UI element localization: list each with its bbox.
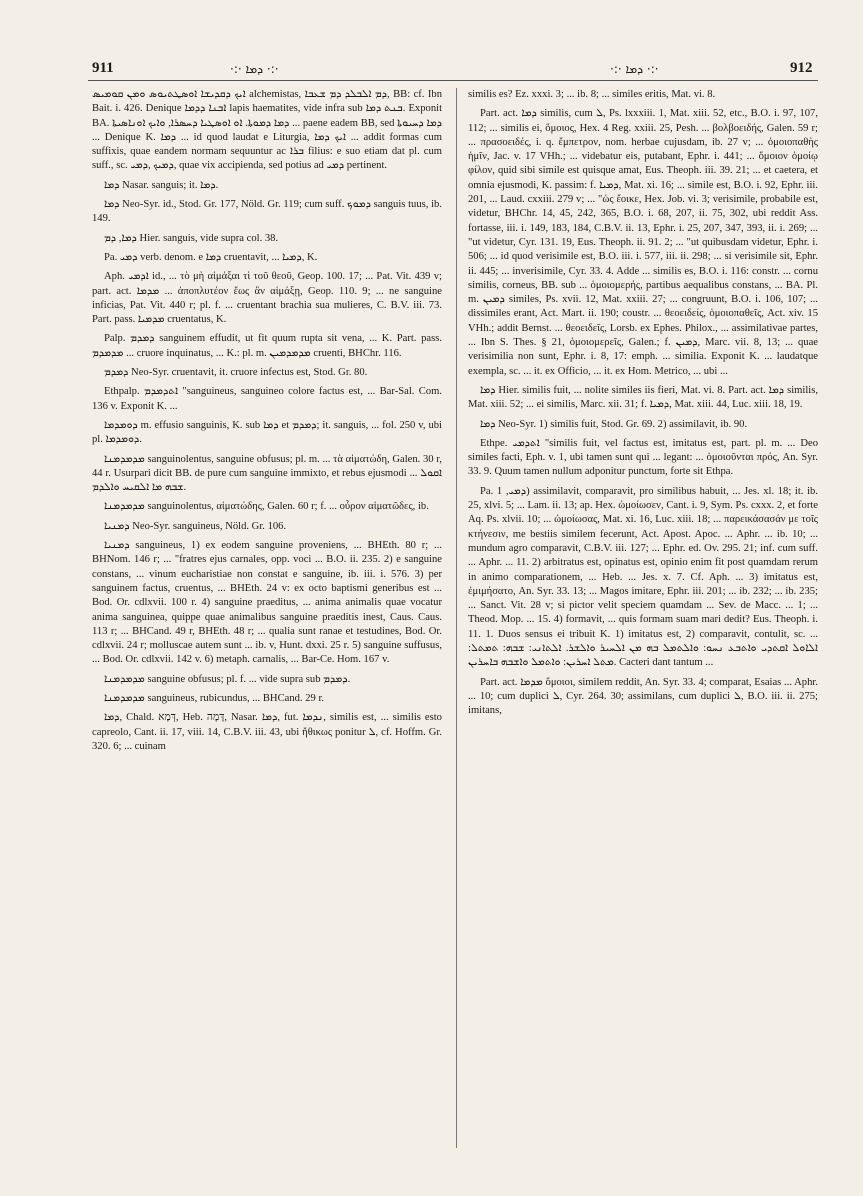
page-header xyxy=(0,0,863,76)
running-title-right: ·:· ܕܡܐ ·:· xyxy=(610,62,659,76)
entry: Ethpalp. ܐܬܕܡܕܡ "sanguineus, sanguineo colore factus est, ... Bar-Sal. Com. 136 v. Exponit K. ... xyxy=(92,386,442,412)
entry: Pa. ܕܡܝ verb. denom. e ܕܡܐ cruentavit, ... ܕܡܝܐ, K. xyxy=(104,251,318,263)
entry: ܕܡܕܡ Neo-Syr. cruentavit, it. cruore infectus est, Stod. Gr. 80. xyxy=(104,367,368,379)
right-column xyxy=(468,88,818,1158)
entry: Palp. ܕܡܕܡ sanguinem effudit, ut fit quum rupta sit vena, ... K. Part. pass. ܡܕܡܕܡ ... cruore inquinatus, ... K.: pl. m. ܡܕܡܕܡܝܢ cruenti, BHChr. 116. xyxy=(92,333,442,359)
entry: ܡܕܡܕܡܢܐ sanguineus, rubicundus, ... BHCand. 29 r. xyxy=(104,692,325,704)
entry: Part. act. ܡܕܡܐ ὅμοιοι, similem reddit, An. Syr. 33. 4; comparat, Esaias ... Aphr. ... 10; cum duplici ܠ, Cyr. 264. 30; assimilans, cum duplici ܠ, B.O. iii. ii. 275; imitans, xyxy=(468,676,818,717)
entry: ܕܡܐ Hier. similis fuit, ... nolite similes iis fieri, Mat. vi. 8. Part. act. ܕܡܐ similis, Mat. xiii. 52; ... ei similis, Marc. xii. 31; f. ܕܡܝܐ, Mat. xiii. 44, Luc. xiii. 18, 19. xyxy=(468,384,818,411)
entry: ܡܕܡܕܡܢܐ sanguinolentus, sanguine obfusus; pl. m. ... τὰ αἱματώδη, Galen. 30 r, 44 r. Usurpari dicit BB. de pure cum sanguine immixto, et rebus ejusmodi ... ܐܩܘܠ ܫܒܗ ܡܐ ܐܠܩܝܚ ܘܐܠܕܡ. xyxy=(92,453,442,494)
entry: Ethpe. ܐܬܕܡܝ "similis fuit, vel factus est, imitatus est, part. pl. m. ... Deo similes facti, Eph. v. 1, ubi tamen sunt qui ... legant: ... ὁμοιοῦνται πρός, An. Syr. 33. 9. Quum tamen nullum adponitur punctum, forte sit Ethpa. xyxy=(468,437,818,478)
entry: ܕܘܡܕܡܐ m. effusio sanguinis, K. sub ܕܡܐ et ܕܡܕܡ; it. sanguis, ... fol. 250 v, ubi pl. ܕܘܡܕܡܐ. xyxy=(92,419,442,446)
entry: ܕܡܢܝܐ Neo-Syr. sanguineus, Nöld. Gr. 106. xyxy=(104,520,287,532)
left-page-number: 911 xyxy=(92,60,114,76)
entry: similis es? Ez. xxxi. 3; ... ib. 8; ... similes eritis, Mat. vi. 8. xyxy=(468,89,716,100)
entry: Aph. ܐܕܡܝ id., ... τὸ μὴ αἱμάξαι τὶ τοῦ θεοῦ, Geop. 100. 17; ... Pat. Vit. 439 v; part. act. ܡܕܡܐ ... ἀποπλυτέον ἕως ἂν αἱμάξῃ, Geop. 110. 9; ... ne sanguine inficias, Pat. Vit. 440 r; pl. f. ... cruentant brachia sua mulieres, C. B.V. iii. 73. Part. pass. ܡܕܡܝܐ cruentatus, K. xyxy=(92,271,442,326)
entry: ܕܡܐ Nasar. sanguis; it. ܕܡܐ. xyxy=(104,179,219,191)
left-column xyxy=(92,88,442,1158)
header-rule xyxy=(88,80,818,81)
entry: ܡܕܡܕܡܢܐ sanguinolentus, αἱματώδης, Galen. 60 r; f. ... οὖρον αἱματῶδες, ib. xyxy=(104,501,429,513)
entry: ܕܡܐ Neo-Syr. id., Stod. Gr. 177, Nöld. Gr. 119; cum suff. ܕܡܘܟ sanguis tuus, ib. 149. xyxy=(92,199,442,225)
entry: ܐܝܟ ܕܩܕܝܫܐ ܐܘܣܛܬܝܘܣ ܘܡܢ ܩܘܡܝܣ alchemistas, ܕܡ ܐܠܒܠܕ ܕܡ ܫܥܒܐ, BB: cf. Ibn Bait. i. 426. Denique ܐܒܢܐ ܕܕܡܐ lapis haematites, vide infra sub ܒܢܬ ܕܡܐ. Exponit BA. ܕܡܐ ܕܡܘܬܐ. ܐܘ ܐܘܣܛܝܐ ܕܚܣܪܐ, ܘܐܝܟ ܐܘܢܐܣܝܬܐ ... paene eadem BB, sed ܕܡܐ ܕܚܝܘܬܐ ... Denique K. ܕܡܐ ... id quod laudat e Liturgia, ܐܝܟ ܕܡܐ ... addit formas cum suffixis, quae eandem normam sequuntur ac ܒܪܐ filius: e suo etiam dat pl. cum suff., sc. ܕܡܝܟ ,ܕܡܝ, quae vix accipienda, sed potius ad ܕܡܝ pertinent. xyxy=(92,89,442,172)
entry: ܕܡܐ Neo-Syr. 1) similis fuit, Stod. Gr. 69. 2) assimilavit, ib. 90. xyxy=(480,418,748,430)
entry: Pa. ܕܡܝ, 1) assimilavit, comparavit, pro similibus habuit, ... Jes. xl. 18; it. ib. 25, xlvi. 5; ... Lam. ii. 13; ap. Hex. ὡμοίωσεν, Cant. i. 9, Sym. Ps. cxxx. 2, et forte Aq. Ps. xlvii. 10; ... ὡμοίωσας, Mat. xi. 16, Luc. xiii. 18; ... παρεικάσασάν με τοῖς κτήνεσιν, me bestiis similem fecerunt, Act. Apost. Apoc. ... Aphr. ... ib. 10; ... mundum agro comparavit, C.B.V. iii. 127; ... Ephr. ed. Ov. 295. 21; inf. cum suff. ... Aphr. ... 11. 2) arbitratus est, opinatus est, opinio enim fit post quamdam rerum in animo comparationem, ... Heb. ... Jes. x. 7. Cf. Aph. ... 3) imitatus est, ἐμιμήσατο, An. Syr. 33. 13; ... Magos imitare, Ephr. iii. 201; ... ib. 232; ... ib. 235; ... Sanct. Vit. 28 v; si pictor velit speciem quamdam ... Sev. de Macc. ... 1; ... Theod. Mop. ... 15. 4) formavit, ... quis formam suam mari dedit? Eus. Theoph. i. 11. 1. Duos sensus ei tribuit K. 1) imitatus est, 2) comparavit, contulit, sc. ... ܐܠܐܘܠ ܐܩܬܕܝ ܘܐܬܒܥ ܢܚܘ: ܘܐܠܬܡܠ ܒܗ ܡܢ ܐܠܚܝܪ ܘܐܠܫܪ. ܐܠܬܐܢܝ: ܫܒܗ: ܬܡܬܠ: ܡܬܠ ܐܚܪܝܢ: ܘܐܬܡܠ ܘܐܫܒܗ ܒܐܚܪܝܢ. Cacteri dant tantum ... xyxy=(468,485,818,669)
entry: ܕܡܐ, ܕܡ Hier. sanguis, vide supra col. 38. xyxy=(104,232,279,244)
column-divider xyxy=(456,88,457,1148)
running-title-left: ·:· ܕܡܐ ·:· xyxy=(230,62,279,76)
right-page-number: 912 xyxy=(790,60,813,76)
entry: ܕܡܢܝܐ sanguineus, 1) ex eodem sanguine proveniens, ... BHEth. 80 r; ... BHNom. 146 r; ... "fratres ejus carnales, opp. voci ... B.O. ii. 235. 2) e sanguine constans, ... vinum eucharistiae non constat e sanguine, ib. iii. i. 576. 3) per sanguinem factus, cruentus, ... BHEth. 24 v: ex octo baptismi generibus est ... Bod. Or. cdlxvii. 100 r. 4) sanguine praeditus, ... anima animalis quae vocatur anima sanguinea, quippe quae animalibus sanguine praeditis inest, Caus. Caus. 113 r; ... BHCand. 49 r, BHEth. 48 r; ... qualia sunt ranae et testudines, Bod. Or. cdlxvii. 24 r; molluscae autem sunt ... ib. v, Hunt. dxxi. 25 r. 5) sanguine suffusus, ... Bod. Or. cdlxvii. 142 v. 6) metaph. carnalis, ... Bar-Ce. Hom. 167 v. xyxy=(92,540,442,666)
entry: ܕܡܐ, Chald. דְּמָא, Heb. דָּמָה, Nasar. ܕܡܐ, fut. ܢܕܡܐ, similis est, ... similis esto capreolo, Cant. ii. 17, viii. 14, C.B.V. iii. 43, ubi ἤθικως ponitur ܠ, cf. Hoffm. Gr. 320. 6; ... cuinam xyxy=(92,712,442,752)
entry: ܡܕܡܕܡܢܐ sanguine obfusus; pl. f. ... vide supra sub ܕܡܕܡ. xyxy=(104,673,351,685)
entry: Part. act. ܕܡܐ similis, cum ܠ, Ps. lxxxiii. 1, Mat. xiii. 52, etc., B.O. i. 97, 107, 112; ... similis ei, ὅμοιος, Hex. 4 Reg. xxiii. 25, Pesh. ... βολβοειδής, Galen. 59 r; ... πρασοειδές, i. q. ἔμπετρον, nom. herbae cujusdam, ib. 27 v; ... ὁμοιοπαθὴς ἡμῖν, Jac. v. 17 VHh.; ... videbatur eis, putabant, Ephr. i. 441; ... ὅμοιον ὁμοίῳ φίλον, quid sibi simile est quisque amat, Eus. Theoph. iii. 39. 21; ... et caetera, et omnia ejusmodi, K. passim: f. ܕܡܝܐ, Mat. xi. 16; ... simile est, B.O. i. 92, Ephr. iii. 201, ... Laud. cxxiii. 279 v; ... "ὡς ἔοικε, Hex. Job. vi. 3; verisimile, probabile est, videtur, BHChr. 14, 45, 242, 365, B.O. i. 68, 207, ii. 75, 302, ubi reddit Ass. fortasse, iii. i. 149, 183, 184, C.B.V. ii. 13, Ephr. i. 25, 207, 347, 393, ii. i. 269; ... "ut videtur, Cyr. 131. 19, Eus. Theoph. ii. 91. 2; ... "ut quibusdam videtur, Ephr. i. 506; ... id quod verisimile est, B.O. iii. i. 577, iii. ii. 298; ... si verisimile sit, Ephr. ii. 445; ... inverisimile, Cyr. 33. 4. Adde ... similis es, B.O. i. 116: constr. ... cornu similis, corneus, BB. sub ... ὁμοιομερής, partibus aequalibus constans, ... BA. Pl. m. ܕܡܝܢ similes, Ps. xvii. 12, Mat. xxiii. 27; ... congruunt, B.O. i. 106, 107; ... dissimiles erant, Act. Mart. ii. 190; coustr. ... θεοειδείς, ὁμοιοπαθεῖς, Act. xiv. 15 VHh.; addit Bernst. ... θεοειδεῖς, Lorsb. ex Ephes. Philox., ... assimilativae partes, ... Ibn S. Thes. § 21, ὁμοιομερεῖς, Galen.; f. ܕܡܝܢ, Marc. vii. 8, 13; ... quae verisimilia non sunt, Ephr. i. 8, 17: emph. ... similia. Exponit K. ... laudatque exempla, sc. ... it. ex Officio, ... it. ex Hom. Metrico, ... ubi ... xyxy=(468,108,818,377)
